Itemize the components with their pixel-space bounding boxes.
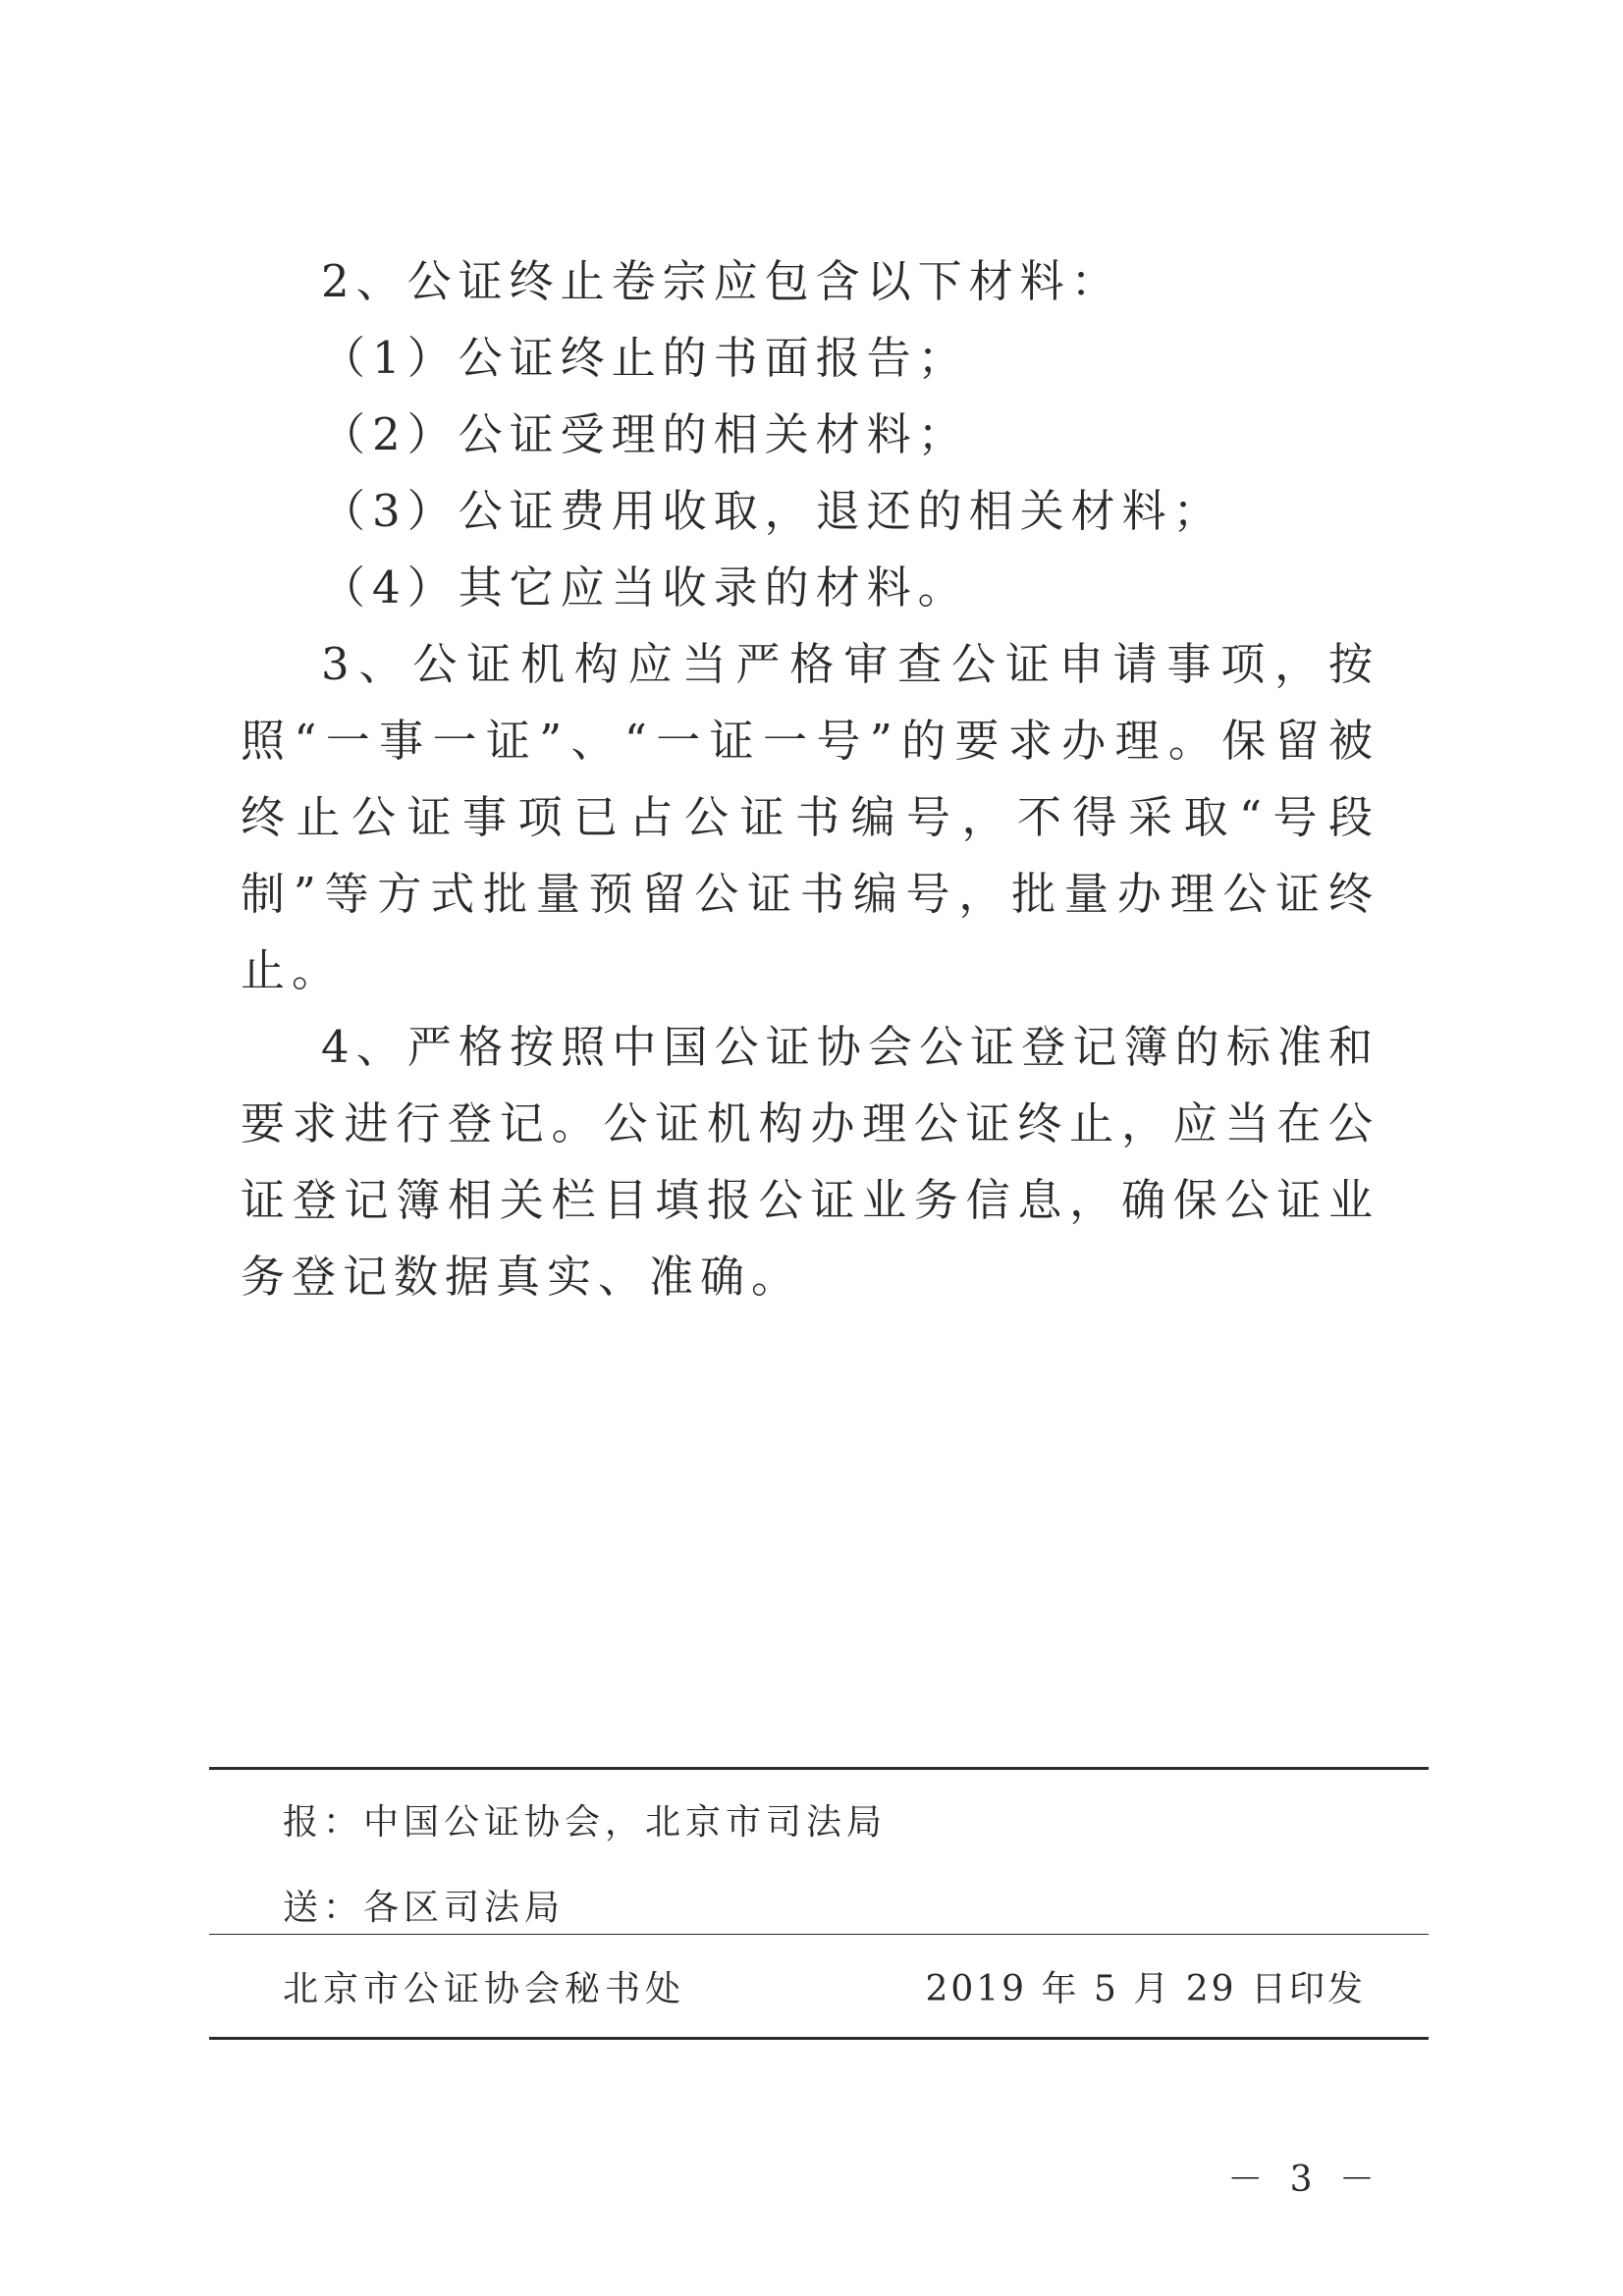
item-2-sub-4: （4）其它应当收录的材料。 [321, 561, 969, 614]
footer-bottom-rule [209, 2037, 1429, 2040]
item-2-sub-3: （3）公证费用收取，退还的相关材料； [321, 485, 1224, 537]
footer-middle-rule [209, 1934, 1429, 1935]
page-number: － 3 － [1227, 2160, 1382, 2200]
report-to-line: 报：中国公证协会，北京市司法局 [283, 1802, 888, 1842]
item-2-sub-2: （2）公证受理的相关材料； [321, 408, 969, 460]
document-body [241, 243, 1380, 1315]
item-4-paragraph: 4、严格按照中国公证协会公证登记簿的标准和要求进行登记。公证机构办理公证终止，应当在公证登记簿相关栏目填报公证业务信息，确保公证业务登记数据真实、准确。 [241, 1021, 1380, 1303]
footer-top-rule [209, 1767, 1429, 1770]
issuing-office: 北京市公证协会秘书处 [283, 1969, 686, 2009]
send-to-line: 送：各区司法局 [283, 1888, 566, 1928]
issue-date: 2019 年 5 月 29 日印发 [925, 1969, 1366, 2009]
item-3-paragraph: 3、公证机构应当严格审查公证申请事项，按照“一事一证”、“一证一号”的要求办理。保留被终止公证事项已占公证书编号，不得采取“号段制”等方式批量预留公证书编号，批量办理公证终止。 [241, 638, 1380, 996]
item-2-sub-1: （1）公证终止的书面报告； [321, 332, 969, 384]
item-2-heading: 2、公证终止卷宗应包含以下材料： [321, 255, 1122, 307]
